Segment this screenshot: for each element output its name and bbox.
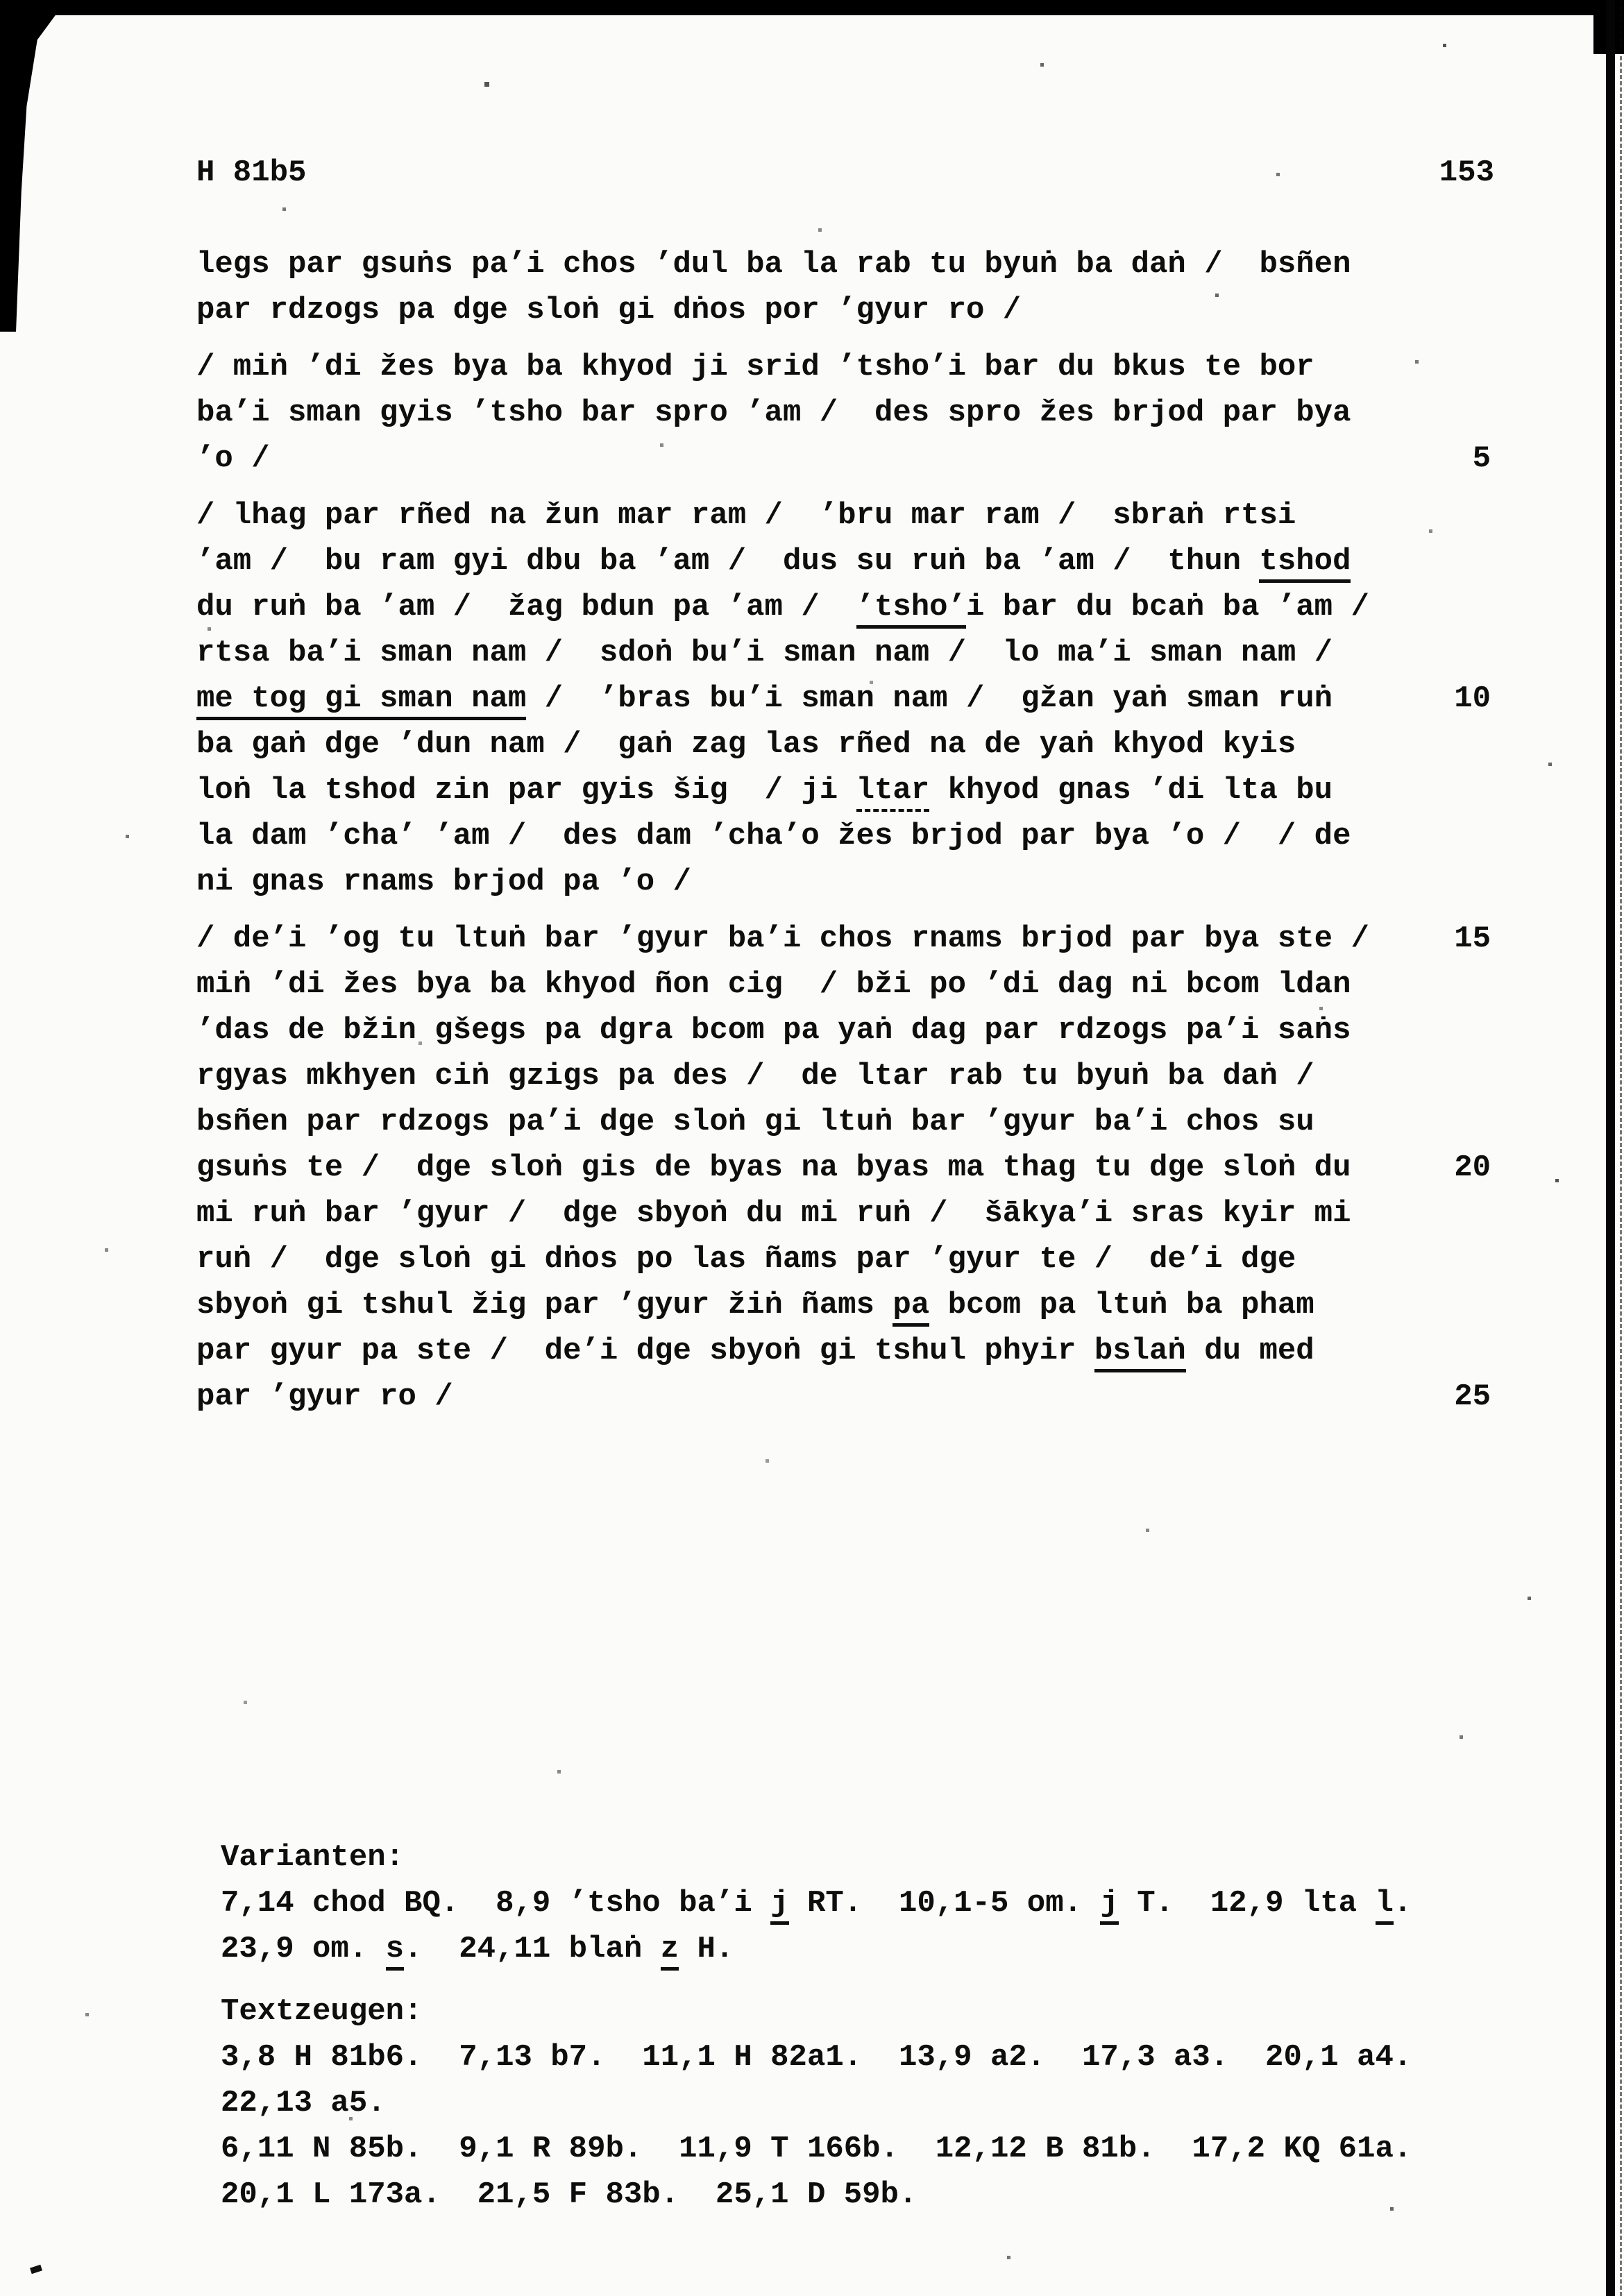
- scan-mark-bottom-left: [30, 2265, 42, 2274]
- text-segment: bcom pa ltuṅ ba pham: [929, 1288, 1314, 1323]
- text-segment: RT. 10,1-5 om.: [788, 1886, 1101, 1921]
- text-segment: ’o /: [196, 441, 270, 476]
- scan-edge-right-dashes: [1620, 0, 1622, 2296]
- underlined-text: j: [1100, 1886, 1118, 1925]
- text-segment: loṅ la tshod zin par gyis šig / ji: [196, 773, 856, 808]
- underlined-text: s: [386, 1932, 404, 1971]
- text-line: [196, 493, 1491, 538]
- text-segment: i bar du bcaṅ ba ’am /: [966, 590, 1369, 624]
- underlined-text: bslaṅ: [1094, 1334, 1186, 1372]
- text-segment: sbyoṅ gi tshul žig par ’gyur žiṅ ñams: [196, 1288, 893, 1323]
- text-segment: ni gnas rnams brjod pa ’o /: [196, 865, 691, 899]
- edition-text: [196, 241, 1491, 1420]
- text-segment: rgyas mkhyen ciṅ gzigs pa des / de ltar rab tu byuṅ ba daṅ /: [196, 1059, 1314, 1094]
- text-segment: du ruṅ ba ’am / žag bdun pa ’am /: [196, 590, 856, 624]
- text-segment: / lhag par rñed na žun mar ram / ’bru mar ram / sbraṅ rtsi: [196, 498, 1296, 533]
- text-line: [196, 630, 1491, 676]
- text-segment: du med: [1185, 1334, 1314, 1368]
- text-line: [196, 584, 1491, 630]
- text-segment: la dam ’cha’ ’am / des dam ’cha’o žes brjod par bya ’o / / de: [196, 819, 1351, 853]
- text-line: [221, 2034, 1491, 2080]
- text-segment: . 24,11 blaṅ: [404, 1932, 661, 1966]
- text-segment: ruṅ / dge sloṅ gi dṅos po las ñams par ’gyur te / de’i dge: [196, 1242, 1296, 1277]
- critical-apparatus: [221, 1835, 1491, 2218]
- underlined-text: pa: [893, 1288, 929, 1327]
- text-line: [196, 1191, 1491, 1236]
- line-number: 5: [1472, 441, 1491, 476]
- folio-reference: H 81b5: [196, 155, 307, 190]
- text-segment: ’das de bžin gšegs pa dgra bcom pa yaṅ dag par rdzogs pa’i saṅs: [196, 1013, 1351, 1048]
- page-number: 153: [1439, 155, 1494, 190]
- scan-edge-right-line: [1606, 0, 1615, 2296]
- text-segment: 7,14 chod BQ. 8,9 ’tsho ba’i: [221, 1886, 771, 1921]
- text-line: [196, 1236, 1491, 1282]
- text-line: [196, 1007, 1491, 1053]
- text-line: [196, 722, 1491, 767]
- text-segment: par ’gyur ro /: [196, 1379, 453, 1414]
- text-line: [196, 1282, 1491, 1328]
- text-segment: bsñen par rdzogs pa’i dge sloṅ gi ltuṅ bar ’gyur ba’i chos su: [196, 1105, 1314, 1139]
- textzeugen-section: [221, 2034, 1491, 2218]
- text-line: [221, 2126, 1491, 2172]
- text-segment: / de’i ’og tu ltuṅ bar ’gyur ba’i chos rnams brjod par bya ste /: [196, 921, 1369, 956]
- running-head: [196, 155, 1494, 190]
- text-line: [196, 390, 1491, 436]
- text-segment: par rdzogs pa dge sloṅ gi dṅos por ’gyur ro /: [196, 293, 1022, 328]
- underlined-text: j: [770, 1886, 788, 1925]
- scan-smudge-left: [0, 0, 67, 332]
- text-segment: H.: [679, 1932, 734, 1966]
- scan-edge-top: [0, 0, 1624, 15]
- text-line: [221, 2080, 1491, 2126]
- text-segment: rtsa ba’i sman nam / sdoṅ bu’i sman nam / lo ma’i sman nam /: [196, 636, 1333, 670]
- underlined-text: ltar: [856, 773, 930, 812]
- text-segment: 22,13 a5.: [221, 2086, 386, 2120]
- underlined-text: me tog gi sman nam: [196, 681, 526, 720]
- text-segment: T. 12,9 lta: [1118, 1886, 1376, 1921]
- underlined-text: z: [661, 1932, 679, 1971]
- line-number: 15: [1454, 921, 1491, 956]
- text-line: [221, 1926, 1491, 1972]
- text-segment: khyod gnas ’di lta bu: [929, 773, 1333, 808]
- text-segment: miṅ ’di žes bya ba khyod ñon cig / bži po ’di dag ni bcom ldan: [196, 967, 1351, 1002]
- text-line: [196, 1145, 1491, 1191]
- text-line: [196, 1374, 1491, 1420]
- text-line: [196, 859, 1491, 905]
- text-segment: 3,8 H 81b6. 7,13 b7. 11,1 H 82a1. 13,9 a2. 17,3 a3. 20,1 a4.: [221, 2040, 1412, 2075]
- text-line: [196, 676, 1491, 722]
- text-segment: 6,11 N 85b. 9,1 R 89b. 11,9 T 166b. 12,12 B 81b. 17,2 KQ 61a.: [221, 2132, 1412, 2166]
- text-line: [196, 287, 1491, 333]
- underlined-text: ’tsho’: [856, 590, 966, 629]
- text-segment: par gyur pa ste / de’i dge sbyoṅ gi tshul phyir: [196, 1334, 1094, 1368]
- text-line: [196, 916, 1491, 962]
- line-number: 10: [1454, 681, 1491, 716]
- text-line: [196, 962, 1491, 1007]
- line-number: 25: [1454, 1379, 1491, 1414]
- text-line: [196, 1099, 1491, 1145]
- textzeugen-heading: Textzeugen:: [221, 1994, 423, 2029]
- text-line: [196, 1053, 1491, 1099]
- text-line: [196, 538, 1491, 584]
- text-line: [196, 241, 1491, 287]
- text-segment: ba’i sman gyis ’tsho bar spro ’am / des spro žes brjod par bya: [196, 396, 1351, 430]
- text-segment: / ’bras bu’i sman nam / gžan yaṅ sman ruṅ: [526, 681, 1333, 716]
- text-segment: ’am / bu ram gyi dbu ba ’am / dus su ruṅ ba ’am / thun: [196, 544, 1260, 579]
- line-number: 20: [1454, 1150, 1491, 1185]
- underlined-text: l: [1376, 1886, 1394, 1925]
- varianten-section: [221, 1880, 1491, 1972]
- text-line: [196, 767, 1491, 813]
- text-segment: .: [1393, 1886, 1412, 1921]
- text-segment: legs par gsuṅs pa’i chos ’dul ba la rab tu byuṅ ba daṅ / bsñen: [196, 247, 1351, 282]
- text-segment: 20,1 L 173a. 21,5 F 83b. 25,1 D 59b.: [221, 2177, 917, 2212]
- text-segment: gsuṅs te / dge sloṅ gis de byas na byas ma thag tu dge sloṅ du: [196, 1150, 1351, 1185]
- text-line: [221, 2172, 1491, 2218]
- text-line: [196, 813, 1491, 859]
- text-line: [196, 344, 1491, 390]
- text-line: [196, 1328, 1491, 1374]
- text-line: [221, 1880, 1491, 1926]
- text-line: [196, 436, 1491, 482]
- text-segment: ba gaṅ dge ’dun nam / gaṅ zag las rñed na de yaṅ khyod kyis: [196, 727, 1296, 762]
- underlined-text: tshod: [1259, 544, 1351, 583]
- scan-speckles: [0, 0, 2, 2]
- text-segment: 23,9 om.: [221, 1932, 386, 1966]
- varianten-heading: Varianten:: [221, 1840, 405, 1875]
- text-segment: / miṅ ’di žes bya ba khyod ji srid ’tsho’i bar du bkus te bor: [196, 350, 1314, 384]
- text-segment: mi ruṅ bar ’gyur / dge sbyoṅ du mi ruṅ / šākya’i sras kyir mi: [196, 1196, 1351, 1231]
